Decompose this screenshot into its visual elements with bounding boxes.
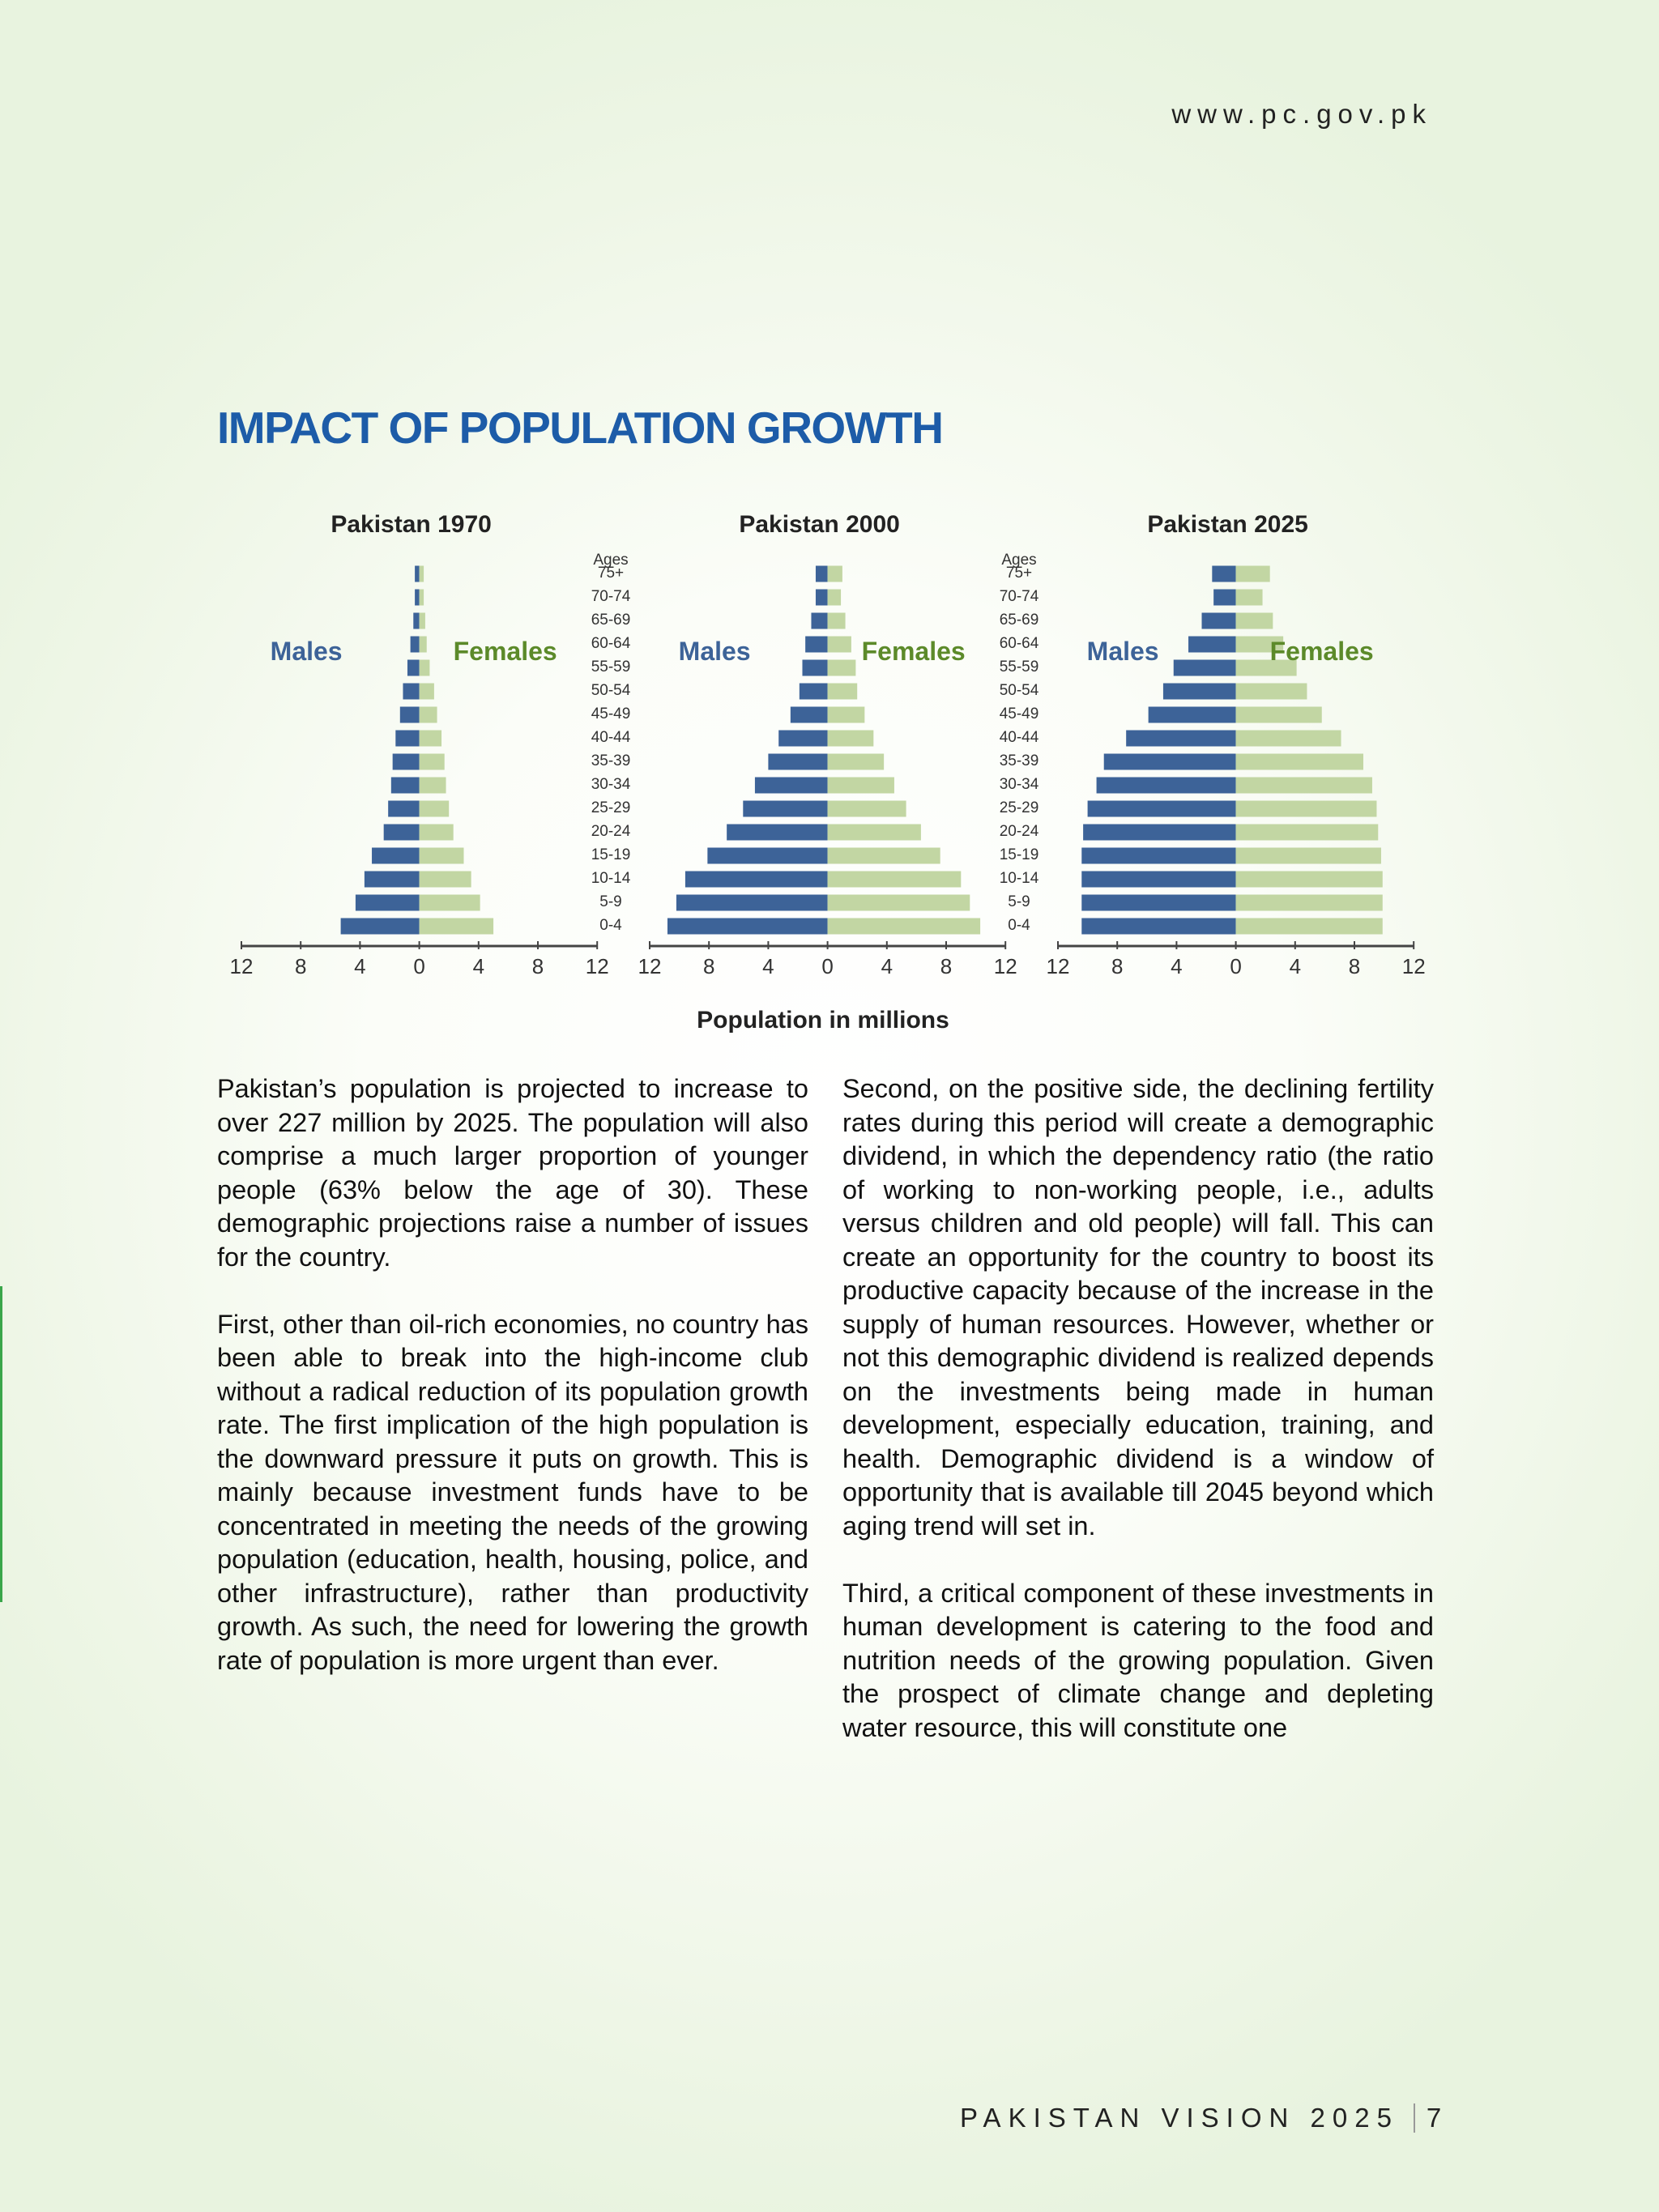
- females-label: Females: [453, 637, 557, 666]
- male-bar: [1188, 637, 1236, 653]
- male-bar: [384, 825, 420, 841]
- males-label: Males: [1086, 637, 1159, 666]
- age-group-label: 30-34: [999, 776, 1039, 793]
- male-bar: [685, 872, 828, 888]
- female-bar: [420, 613, 425, 629]
- x-tick-label: 0: [1230, 954, 1242, 978]
- male-bar: [1126, 731, 1235, 747]
- female-bar: [828, 590, 841, 606]
- x-tick-label: 12: [229, 954, 254, 978]
- footer-divider: [1414, 2103, 1415, 2133]
- male-bar: [1081, 848, 1235, 864]
- female-bar: [828, 613, 846, 629]
- x-tick-label: 12: [1401, 954, 1426, 978]
- male-bar: [1081, 872, 1235, 888]
- male-bar: [1174, 660, 1236, 676]
- age-group-label: 70-74: [999, 588, 1039, 605]
- male-bar: [1104, 754, 1236, 770]
- female-bar: [828, 754, 885, 770]
- paragraph: Pakistan’s population is projected to increase to over 227 million by 2025. The population will also comprise a much larger proportion of younger people (63% below the age of 30). These demographic projections raise a number of issues for the country.: [217, 1074, 808, 1272]
- male-bar: [1163, 684, 1236, 700]
- male-bar: [816, 566, 828, 582]
- x-tick-label: 4: [472, 954, 485, 978]
- age-group-label: 25-29: [999, 799, 1039, 816]
- page-title: IMPACT OF POPULATION GROWTH: [217, 403, 943, 453]
- female-bar: [828, 731, 874, 747]
- male-bar: [743, 801, 827, 817]
- female-bar: [828, 660, 856, 676]
- publication-name: PAKISTAN VISION 2025: [960, 2103, 1399, 2133]
- age-group-label: 45-49: [999, 705, 1039, 722]
- male-bar: [391, 778, 420, 794]
- paragraph: Second, on the positive side, the declining fertility rates during this period will create a demographic dividend, in which the dependency ratio (the ratio of working to non-working people, i.e., adults versus children and old people) will fall. This can create an opportunity for the country to boost its productive capacity because of the increase in the supply of human resources. However, whether or not this demographic dividend is realized depends on the investments being made in human development, especially education, training, and health. Demographic dividend is a window of opportunity that is available till 2045 beyond which aging trend will set in.: [842, 1074, 1434, 1541]
- female-bar: [1236, 566, 1270, 582]
- female-bar: [420, 566, 424, 582]
- age-group-label: 70-74: [591, 588, 631, 605]
- age-group-label: 20-24: [591, 823, 631, 840]
- x-tick-label: 8: [940, 954, 953, 978]
- male-bar: [667, 918, 828, 935]
- male-bar: [415, 590, 419, 606]
- male-bar: [1088, 801, 1236, 817]
- male-bar: [1081, 918, 1235, 935]
- age-group-label: 15-19: [591, 846, 631, 863]
- website-url[interactable]: www.pc.gov.pk: [1171, 99, 1432, 129]
- male-bar: [400, 707, 420, 723]
- margin-accent-line: [0, 1286, 2, 1602]
- age-group-label: 50-54: [591, 682, 631, 699]
- x-tick-label: 4: [1171, 954, 1183, 978]
- x-tick-label: 0: [821, 954, 834, 978]
- age-group-label: 10-14: [999, 870, 1039, 887]
- age-group-label: 50-54: [999, 682, 1039, 699]
- age-group-label: 75+: [1005, 565, 1033, 582]
- male-bar: [1149, 707, 1236, 723]
- female-bar: [828, 707, 865, 723]
- female-bar: [1236, 918, 1383, 935]
- male-bar: [816, 590, 828, 606]
- chart-title: Pakistan 1970: [331, 511, 492, 538]
- female-bar: [1236, 778, 1372, 794]
- chart-title: Pakistan 2000: [739, 511, 900, 538]
- males-label: Males: [270, 637, 343, 666]
- male-bar: [707, 848, 827, 864]
- male-bar: [802, 660, 827, 676]
- male-bar: [676, 895, 828, 911]
- x-tick-label: 8: [531, 954, 544, 978]
- female-bar: [420, 754, 445, 770]
- male-bar: [1212, 566, 1235, 582]
- age-group-label: 60-64: [999, 635, 1039, 652]
- x-tick-label: 4: [762, 954, 774, 978]
- x-tick-label: 8: [1348, 954, 1361, 978]
- male-bar: [768, 754, 827, 770]
- x-tick-label: 4: [1289, 954, 1302, 978]
- male-bar: [356, 895, 420, 911]
- female-bar: [828, 918, 980, 935]
- females-label: Females: [861, 637, 966, 666]
- x-tick-label: 12: [993, 954, 1017, 978]
- page-footer: [960, 2103, 1441, 2133]
- age-group-label: 0-4: [599, 917, 622, 934]
- female-bar: [828, 825, 921, 841]
- age-group-label: 60-64: [591, 635, 631, 652]
- male-bar: [365, 872, 420, 888]
- male-bar: [1202, 613, 1236, 629]
- male-bar: [1097, 778, 1236, 794]
- female-bar: [420, 684, 434, 700]
- x-tick-label: 12: [1046, 954, 1070, 978]
- males-label: Males: [678, 637, 751, 666]
- age-group-label: 35-39: [999, 752, 1039, 769]
- paragraph: First, other than oil-rich economies, no country has been able to break into the high-income club without a radical reduction of its population growth rate. The first implication of the high population is the downward pressure it puts on growth. This is mainly because investment funds have to be concentrated in meeting the needs of the growing population (education, health, housing, police, and other infrastructure), rather than productivity growth. As such, the need for lowering the growth rate of population is more urgent than ever.: [217, 1309, 808, 1675]
- x-tick-label: 12: [585, 954, 609, 978]
- body-column-right: [842, 1072, 1434, 1779]
- male-bar: [755, 778, 828, 794]
- female-bar: [420, 637, 427, 653]
- female-bar: [420, 707, 437, 723]
- age-group-label: 35-39: [591, 752, 631, 769]
- age-group-label: 20-24: [999, 823, 1039, 840]
- x-tick-label: 8: [702, 954, 715, 978]
- female-bar: [420, 590, 424, 606]
- female-bar: [420, 872, 471, 888]
- age-group-label: 10-14: [591, 870, 631, 887]
- male-bar: [1081, 895, 1235, 911]
- x-tick-label: 8: [294, 954, 307, 978]
- female-bar: [828, 566, 842, 582]
- age-group-label: 0-4: [1008, 917, 1030, 934]
- female-bar: [1236, 754, 1363, 770]
- female-bar: [828, 895, 970, 911]
- ages-header: Ages: [1001, 552, 1037, 569]
- female-bar: [828, 848, 940, 864]
- male-bar: [811, 613, 827, 629]
- ages-header: Ages: [593, 552, 629, 569]
- male-bar: [1083, 825, 1235, 841]
- x-tick-label: 8: [1111, 954, 1124, 978]
- x-axis-title: Population in millions: [697, 1007, 949, 1034]
- male-bar: [727, 825, 827, 841]
- female-bar: [420, 848, 464, 864]
- age-group-label: 25-29: [591, 799, 631, 816]
- x-tick-label: 0: [413, 954, 425, 978]
- age-group-label: 40-44: [591, 729, 631, 746]
- male-bar: [791, 707, 828, 723]
- male-bar: [395, 731, 419, 747]
- body-column-left: [217, 1072, 808, 1711]
- female-bar: [828, 778, 894, 794]
- page-number: 7: [1426, 2103, 1442, 2133]
- age-group-label: 5-9: [599, 893, 622, 910]
- age-group-label: 75+: [597, 565, 625, 582]
- age-group-label: 40-44: [999, 729, 1039, 746]
- age-group-label: 55-59: [591, 658, 631, 676]
- male-bar: [403, 684, 419, 700]
- x-tick-label: 12: [638, 954, 662, 978]
- male-bar: [805, 637, 827, 653]
- female-bar: [1236, 613, 1273, 629]
- male-bar: [800, 684, 828, 700]
- age-group-label: 55-59: [999, 658, 1039, 676]
- paragraph: Third, a critical component of these investments in human development is catering to the food and nutrition needs of the growing population. Given the prospect of climate change and depleting water resource, this will constitute one: [842, 1578, 1434, 1742]
- female-bar: [1236, 872, 1383, 888]
- age-group-label: 5-9: [1008, 893, 1030, 910]
- male-bar: [341, 918, 420, 935]
- male-bar: [411, 637, 420, 653]
- female-bar: [420, 731, 441, 747]
- x-tick-label: 4: [881, 954, 893, 978]
- female-bar: [1236, 684, 1307, 700]
- male-bar: [372, 848, 420, 864]
- age-group-label: 65-69: [999, 612, 1039, 629]
- female-bar: [420, 825, 454, 841]
- age-group-label: 65-69: [591, 612, 631, 629]
- female-bar: [420, 895, 480, 911]
- male-bar: [778, 731, 827, 747]
- female-bar: [420, 660, 430, 676]
- female-bar: [828, 684, 858, 700]
- female-bar: [1236, 895, 1383, 911]
- female-bar: [828, 801, 906, 817]
- female-bar: [420, 778, 446, 794]
- female-bar: [828, 872, 962, 888]
- females-label: Females: [1269, 637, 1374, 666]
- age-group-label: 30-34: [591, 776, 631, 793]
- age-group-label: 15-19: [999, 846, 1039, 863]
- male-bar: [415, 566, 419, 582]
- female-bar: [1236, 590, 1263, 606]
- female-bar: [1236, 731, 1341, 747]
- male-bar: [407, 660, 420, 676]
- female-bar: [420, 801, 450, 817]
- female-bar: [1236, 707, 1322, 723]
- age-group-label: 45-49: [591, 705, 631, 722]
- male-bar: [388, 801, 419, 817]
- population-pyramids-chart: [217, 498, 1448, 1049]
- x-tick-label: 4: [354, 954, 366, 978]
- male-bar: [413, 613, 419, 629]
- male-bar: [1213, 590, 1235, 606]
- female-bar: [828, 637, 851, 653]
- female-bar: [1236, 825, 1379, 841]
- female-bar: [1236, 801, 1377, 817]
- male-bar: [393, 754, 420, 770]
- female-bar: [1236, 848, 1381, 864]
- chart-title: Pakistan 2025: [1147, 511, 1308, 538]
- female-bar: [420, 918, 494, 935]
